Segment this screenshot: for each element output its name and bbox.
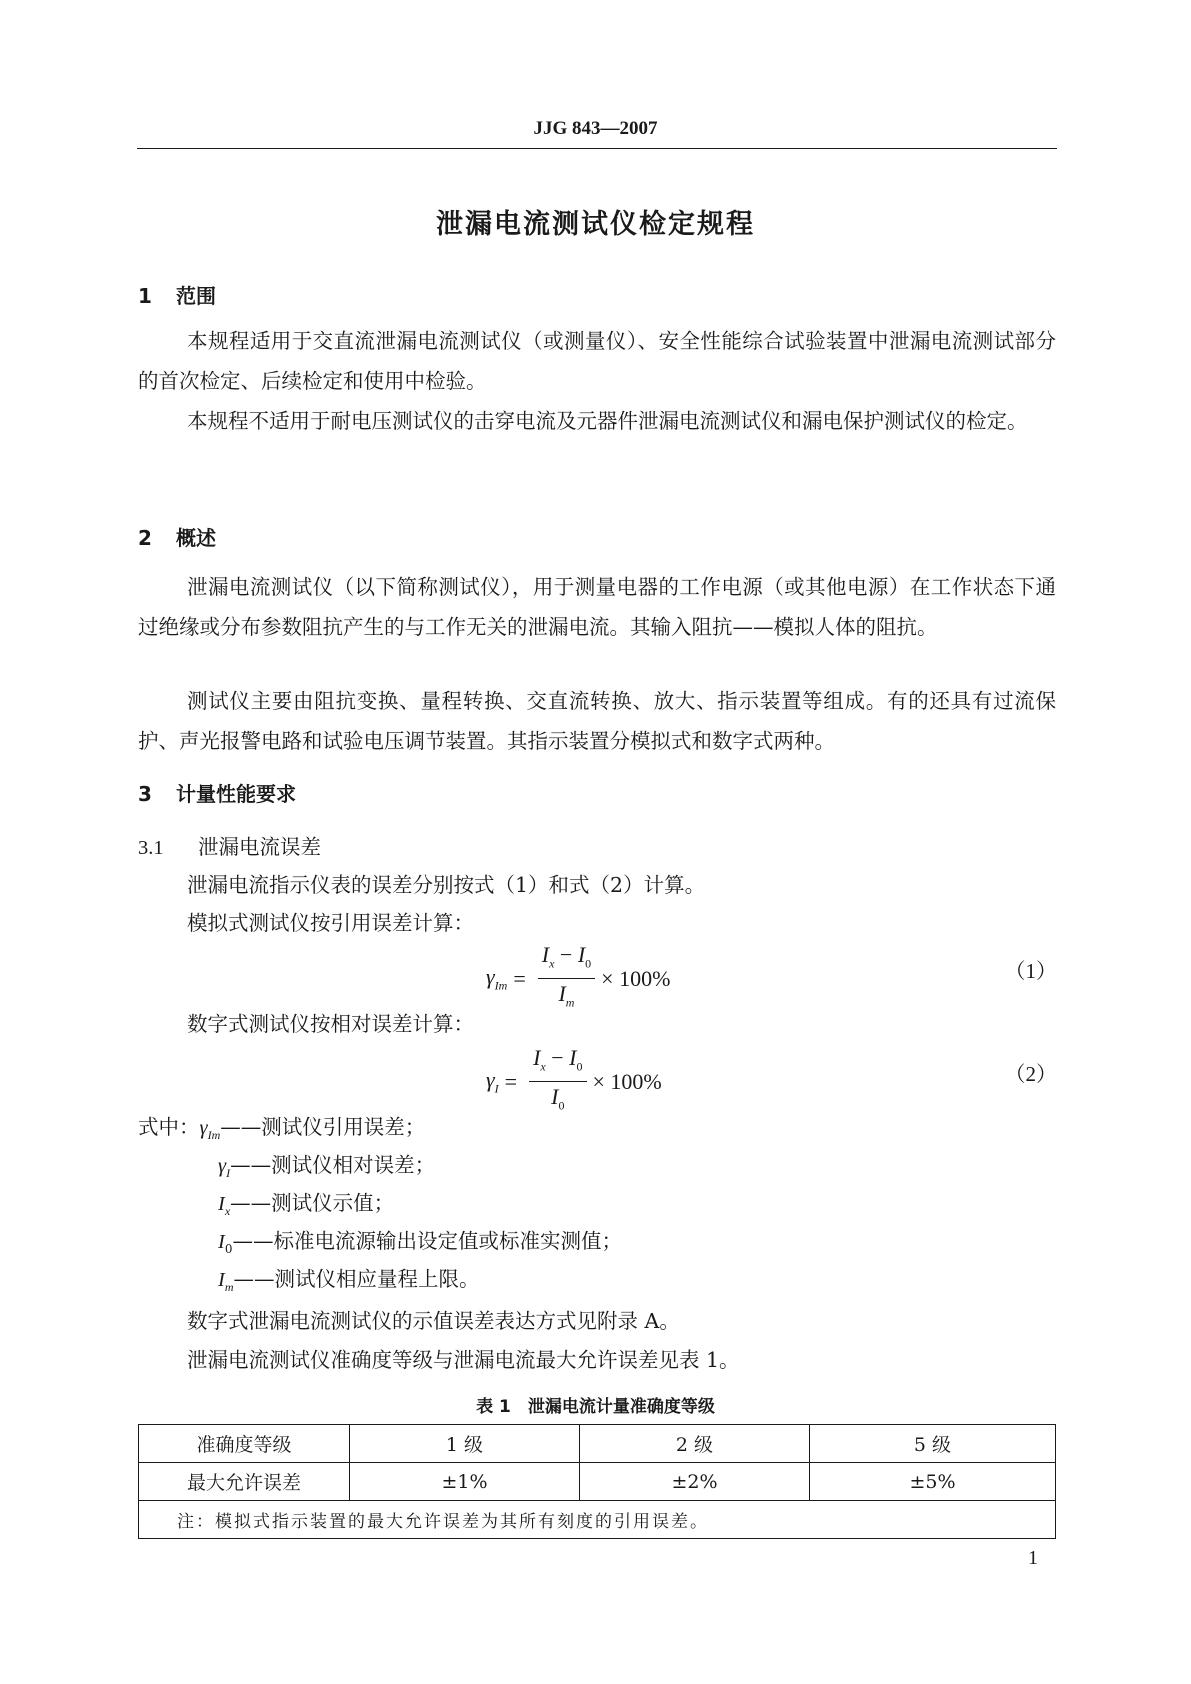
symbol-im: $I_m$ (218, 1269, 234, 1295)
analog-intro: 模拟式测试仪按引用误差计算： (187, 911, 474, 935)
where-definition-3 (218, 1186, 394, 1219)
table-cell: ±2% (580, 1463, 810, 1501)
where-definition-2 (218, 1148, 435, 1181)
subsection-3-1-heading (138, 830, 321, 860)
definition-text: ——测试仪示值； (230, 1191, 395, 1215)
section-number: 3 (138, 782, 152, 806)
equation-2-number: （2） (1004, 1062, 1057, 1086)
where-definition-5 (218, 1262, 480, 1295)
subsection-number: 3.1 (138, 837, 164, 859)
header-code: JJG 843—2007 (533, 118, 658, 139)
symbol-i0: $I_0$ (218, 1231, 233, 1257)
where-lead: 式中： (138, 1115, 200, 1139)
table-note: 注：模拟式指示装置的最大允许误差为其所有刻度的引用误差。 (139, 1501, 1056, 1539)
table-row (139, 1501, 1056, 1539)
section-title: 计量性能要求 (176, 782, 296, 806)
section-number: 1 (138, 284, 152, 308)
table-cell: 准确度等级 (139, 1425, 350, 1463)
table-cell: ±1% (350, 1463, 580, 1501)
definition-text: ——测试仪引用误差； (220, 1115, 426, 1139)
definition-text: ——测试仪相应量程上限。 (233, 1267, 480, 1291)
definition-text: ——测试仪相对误差； (230, 1153, 436, 1177)
where-definition-1 (138, 1110, 425, 1143)
section-3-heading (138, 778, 296, 807)
section-2-heading (138, 522, 216, 551)
header-rule (137, 148, 1057, 149)
table-cell: 2 级 (580, 1425, 810, 1463)
error-formula-intro: 泄漏电流指示仪表的误差分别按式（1）和式（2）计算。 (187, 873, 706, 897)
table-cell: 最大允许误差 (139, 1463, 350, 1501)
where-definition-4 (218, 1224, 622, 1256)
subsection-title: 泄漏电流误差 (198, 835, 321, 859)
equation-1: $\gamma_{Im}$ = $\frac{I_x - I_0}{I_m}$ × 100% (486, 942, 671, 1010)
section-title: 概述 (176, 526, 216, 550)
table-cell: ±5% (810, 1463, 1056, 1501)
table-cell: 1 级 (350, 1425, 580, 1463)
section-2-paragraph-2: 测试仪主要由阻抗变换、量程转换、交直流转换、放大、指示装置等组成。有的还具有过流保护、声光报警电路和试验电压调节装置。其指示装置分模拟式和数字式两种。 (138, 689, 1056, 753)
symbol-gamma-im: $\gamma_{Im}$ (199, 1117, 221, 1143)
table-row (139, 1463, 1056, 1501)
table-1 (138, 1424, 1056, 1539)
symbol-gamma-i: $\gamma_I$ (218, 1155, 231, 1181)
appendix-reference: 数字式泄漏电流测试仪的示值误差表达方式见附录 A。 (187, 1309, 680, 1333)
section-2-paragraph-1: 泄漏电流测试仪（以下简称测试仪），用于测量电器的工作电源（或其他电源）在工作状态下通过绝缘或分布参数阻抗产生的与工作无关的泄漏电流。其输入阻抗——模拟人体的阻抗。 (138, 575, 1056, 639)
digital-intro: 数字式测试仪按相对误差计算： (187, 1012, 474, 1036)
table-cell: 5 级 (810, 1425, 1056, 1463)
equation-1-number: （1） (1004, 959, 1057, 983)
equation-2: $\gamma_I$ = $\frac{I_x - I_0}{I_0}$ × 100% (486, 1045, 662, 1113)
definition-text: ——标准电流源输出设定值或标准实测值； (232, 1229, 622, 1253)
section-title: 范围 (176, 284, 216, 308)
section-1-paragraph-1: 本规程适用于交直流泄漏电流测试仪（或测量仪）、安全性能综合试验装置中泄漏电流测试部分的首次检定、后续检定和使用中检验。 (138, 329, 1056, 393)
table-reference: 泄漏电流测试仪准确度等级与泄漏电流最大允许误差见表 1。 (187, 1348, 740, 1372)
section-1-heading (138, 280, 216, 309)
symbol-ix: $I_x$ (218, 1193, 231, 1219)
page-title: 泄漏电流测试仪检定规程 (436, 209, 755, 240)
table-1-caption: 表 1 泄漏电流计量准确度等级 (476, 1397, 715, 1417)
table-row (139, 1425, 1056, 1463)
section-1-paragraph-2: 本规程不适用于耐电压测试仪的击穿电流及元器件泄漏电流测试仪和漏电保护测试仪的检定。 (187, 409, 1028, 433)
page-number: 1 (1028, 1547, 1038, 1569)
section-number: 2 (138, 526, 152, 550)
